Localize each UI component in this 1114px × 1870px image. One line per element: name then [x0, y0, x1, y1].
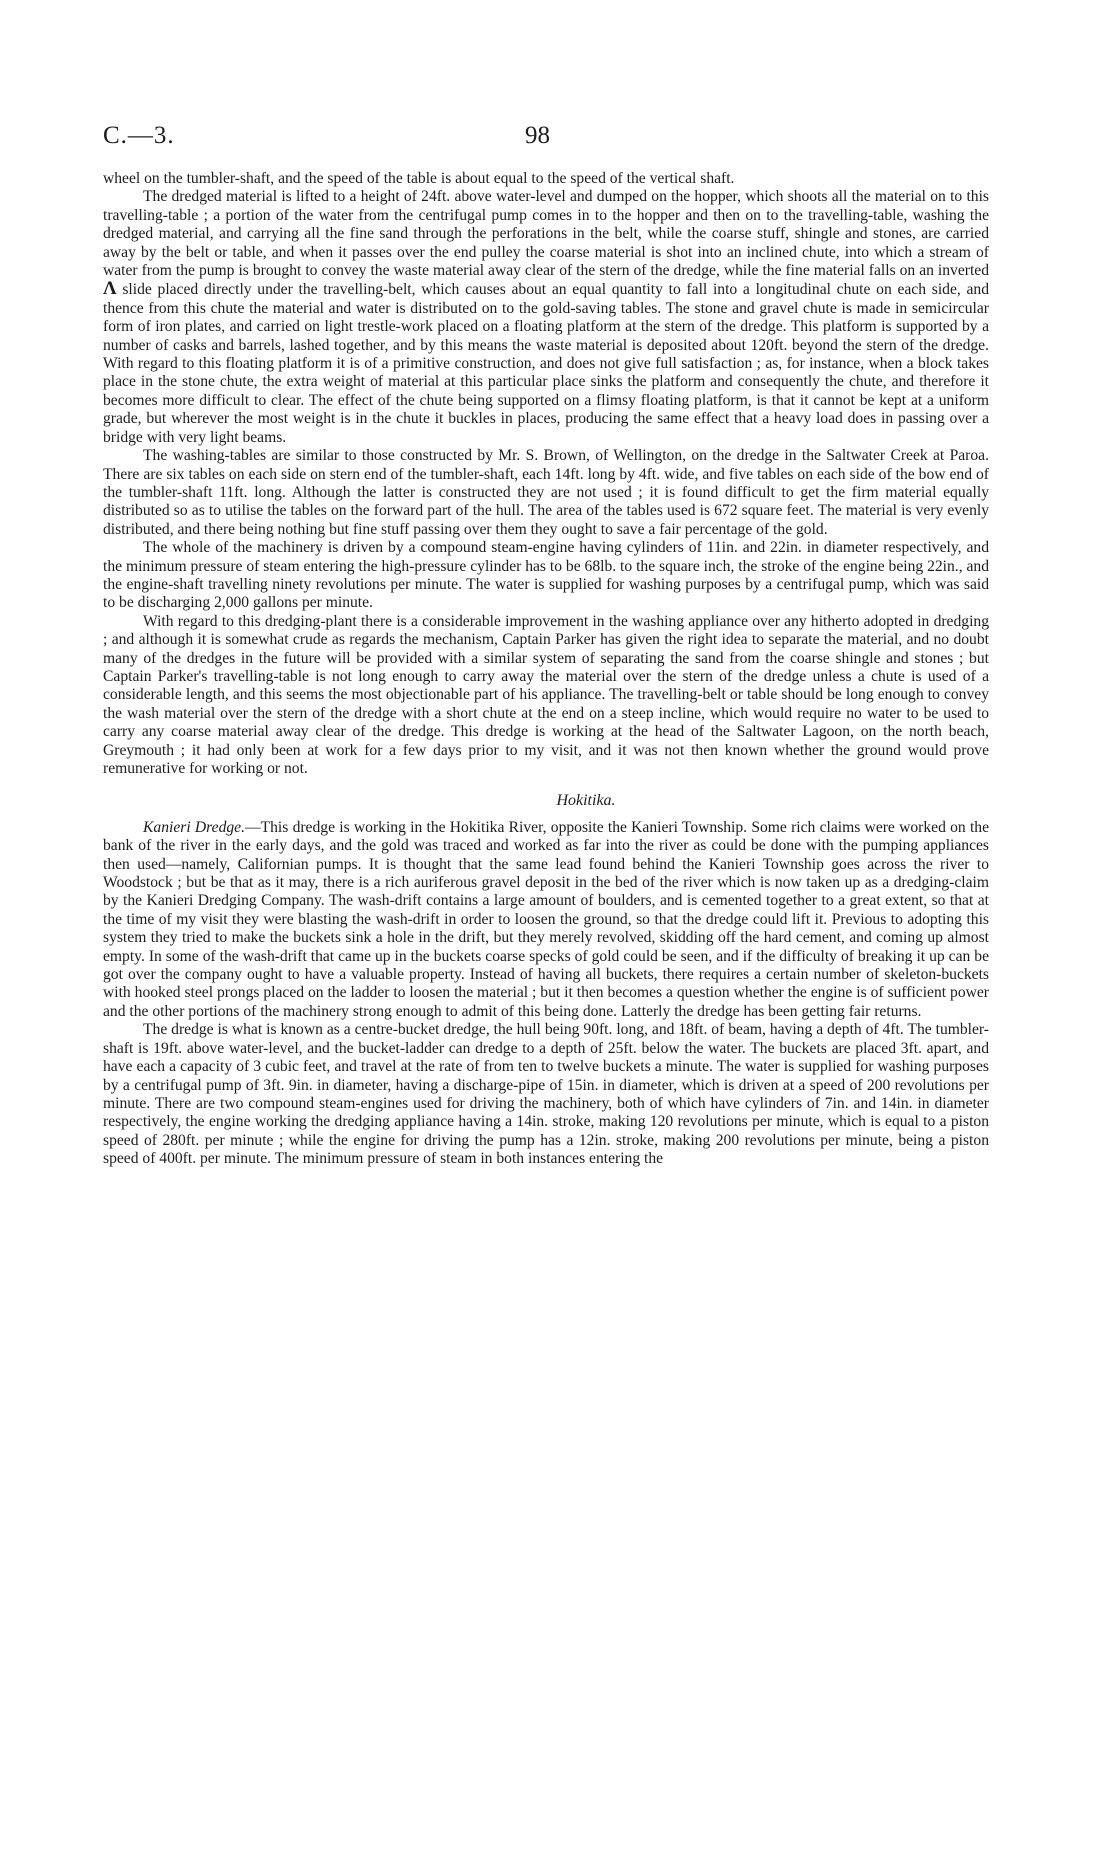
- paragraph-text: slide placed directly under the travelling-belt, which causes about an equal quantity to fall into a longitudinal chute on each side, and thence from this chute the material and water is distributed on to the gold-saving tables. The stone and gravel chute is made in semicircular form of iron plates, and carried on light trestle-work placed on a floating platform at the stern of the dredge. This platform is supported by a number of casks and barrels, lashed together, and by this means the waste material is deposited about 120ft. beyond the stern of the dredge. With regard to this floating platform it is of a primitive construction, and does not give full satisfaction ; as, for instance, when a block takes place in the stone chute, the extra weight of material at this particular place sinks the platform and consequently the chute, and therefore it becomes more difficult to clear. The effect of the chute being supported on a flimsy floating platform, is that it cannot be kept at a uniform grade, but wherever the most weight is in the chute it buckles in places, producing the same effect that a heavy load does in passing over a bridge with very light beams.: [103, 281, 990, 446]
- inverted-v-symbol: Λ: [103, 278, 117, 300]
- paragraph: [103, 819, 989, 1021]
- document-reference: C.—3.: [103, 122, 175, 149]
- paragraph: With regard to this dredging-plant there is a considerable improvement in the washing appliance over any hitherto adopted in dredging ; and although it is somewhat crude as regards the mechanism, Captain Parker has given the right idea to separate the material, and no doubt many of the dredges in the future will be provided with a similar system of separating the sand from the coarse shingle and stones ; but Captain Parker's travelling-table is not long enough to carry away the material over the stern of the dredge unless a chute is used of a considerable length, and this seems the most objectionable part of his appliance. The travelling-belt or table should be long enough to convey the wash material over the stern of the dredge with a short chute at the end on a steep incline, which would require no water to be used to carry any coarse material away clear of the dredge. This dredge is working at the head of the Saltwater Lagoon, on the north beach, Greymouth ; it had only been at work for a few days prior to my visit, and it was not then known whether the ground would prove remunerative for working or not.: [103, 612, 989, 777]
- paragraph: wheel on the tumbler-shaft, and the speed of the table is about equal to the speed of the vertical shaft.: [103, 170, 735, 187]
- paragraph: The whole of the machinery is driven by a compound steam-engine having cylinders of 11in. and 22in. in diameter respectively, and the minimum pressure of steam entering the high-pressure cylinder has to be 68lb. to the square inch, the stroke of the engine being 22in., and the engine-shaft travelling ninety revolutions per minute. The water is supplied for washing purposes by a centrifugal pump, which was said to be discharging 2,000 gallons per minute.: [103, 539, 990, 612]
- paragraph-text: The dredged material is lifted to a height of 24ft. above water-level and dumped on the hopper, which shoots all the material on to this travelling-table ; a portion of the water from the centrifugal pump comes in to the hopper and then on to the travelling-table, washing the dredged material, and carrying all the fine sand through the perforations in the belt, while the coarse stuff, shingle and stones, are carried away by the belt or table, and when it passes over the end pulley the coarse material is shot into an inclined chute, into which a stream of water from the pump is brought to convey the waste material away clear of the stern of the dredge, while the fine material falls on an inverted: [103, 188, 989, 280]
- page-number: 98: [525, 122, 550, 149]
- paragraph: [103, 188, 989, 447]
- paragraph-lead-italic: Kanieri Dredge.: [143, 818, 245, 836]
- paragraph-text: —This dredge is working in the Hokitika River, opposite the Kanieri Township. Some rich claims were worked on the bank of the river in the early days, and the gold was traced and worked as far into the river as could be done with the pumping appliances then used—namely, Californian pumps. It is thought that the same lead found behind the Kanieri Township goes across the river to Woodstock ; but be that as it may, there is a rich auriferous gravel deposit in the bed of the river which is now taken up as a dredging-claim by the Kanieri Dredging Company. The wash-drift contains a large amount of boulders, and is cemented together to a great extent, so that at the time of my visit they were blasting the wash-drift in order to loosen the ground, so that the dredge could lift it. Previous to adopting this system they tried to make the buckets sink a hole in the drift, but they merely revolved, skidding off the hard cement, and coming up almost empty. In some of the wash-drift that came up in the buckets coarse specks of gold could be seen, and if the difficulty of breaking it up can be got over the company ought to have a valuable property. Instead of having all buckets, there requires a certain number of skeleton-buckets with hooked steel prongs placed on the ladder to loosen the material ; but it then becomes a question whether the engine is of sufficient power and the other portions of the machinery strong enough to admit of this being done. Latterly the dredge has been getting fair returns.: [103, 818, 990, 1020]
- paragraph: The washing-tables are similar to those constructed by Mr. S. Brown, of Wellington, on the dredge in the Saltwater Creek at Paroa. There are six tables on each side on stern end of the tumbler-shaft, each 14ft. long by 4ft. wide, and five tables on each side of the bow end of the tumbler-shaft 11ft. long. Although the latter is constructed they are not used ; it is found difficult to get the firm material equally distributed so as to utilise the tables on the forward part of the hull. The area of the tables used is 672 square feet. The material is very evenly distributed, and there being nothing but fine stuff passing over them they ought to save a fair percentage of the gold.: [103, 447, 989, 538]
- body-text: [103, 170, 989, 1169]
- section-heading: Hokitika.: [556, 792, 616, 810]
- page-header: [103, 122, 989, 152]
- paragraph: The dredge is what is known as a centre-bucket dredge, the hull being 90ft. long, and 18ft. of beam, having a depth of 4ft. The tumbler-shaft is 19ft. above water-level, and the bucket-ladder can dredge to a depth of 25ft. below the water. The buckets are placed 3ft. apart, and have each a capacity of 3 cubic feet, and travel at the rate of from ten to twelve buckets a minute. The water is supplied for washing purposes by a centrifugal pump of 3ft. 9in. in diameter, having a discharge-pipe of 15in. in diameter, which is driven at a speed of 200 revolutions per minute. There are two compound steam-engines used for driving the machinery, both of which have cylinders of 7in. and 14in. in diameter respectively, the engine working the dredging appliance having a 14in. stroke, making 120 revolutions per minute, which is equal to a piston speed of 280ft. per minute ; while the engine for driving the pump has a 12in. stroke, making 200 revolutions per minute, being a piston speed of 400ft. per minute. The minimum pressure of steam in both instances entering the: [103, 1021, 989, 1168]
